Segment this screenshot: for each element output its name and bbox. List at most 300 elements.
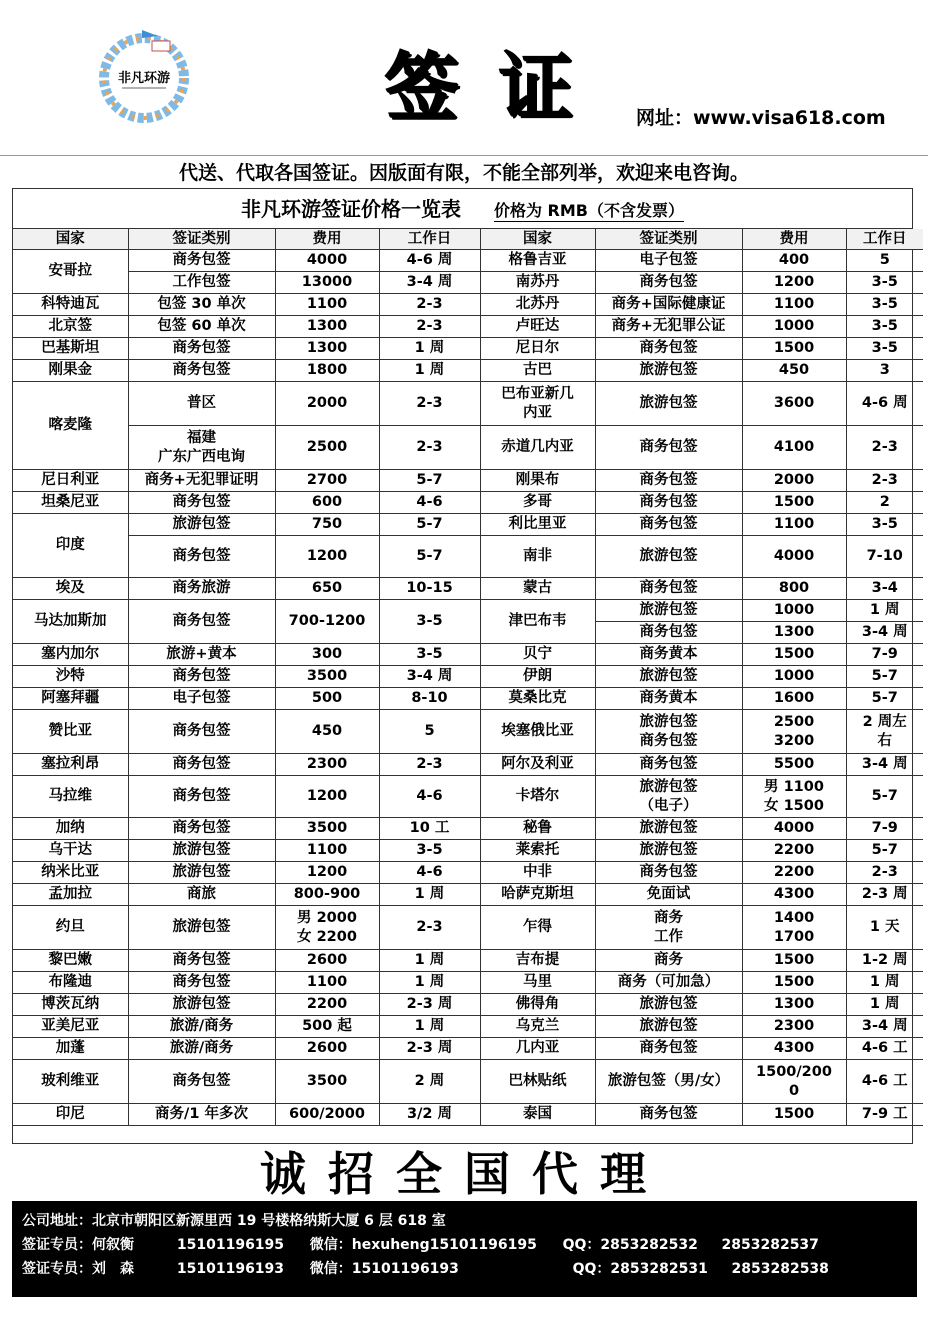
table-row (13, 688, 923, 710)
right-country-cell: 马里 (480, 972, 595, 994)
right-visa-type-cell: 旅游包签 (595, 536, 742, 578)
table-row (13, 950, 923, 972)
header-visa-type-right: 签证类别 (595, 229, 742, 250)
left-workdays-cell: 2-3 (379, 906, 480, 950)
right-visa-type-cell: 商务包签 (595, 470, 742, 492)
table-row (13, 972, 923, 994)
table-row (13, 1060, 923, 1104)
right-visa-type-cell: 商务黄本 (595, 688, 742, 710)
left-visa-type-cell: 商务包签 (128, 250, 275, 272)
table-row (13, 250, 923, 272)
left-fee-cell: 2600 (275, 950, 379, 972)
left-workdays-cell: 1 周 (379, 950, 480, 972)
right-country-cell: 秘鲁 (480, 818, 595, 840)
left-workdays-cell: 5-7 (379, 514, 480, 536)
left-country-cell: 约旦 (13, 906, 128, 950)
table-row (13, 884, 923, 906)
left-visa-type-cell: 商务包签 (128, 600, 275, 644)
left-fee-cell: 500 起 (275, 1016, 379, 1038)
right-visa-type-cell: 商务包签 (595, 1038, 742, 1060)
right-visa-type-cell: 免面试 (595, 884, 742, 906)
left-fee-cell: 450 (275, 710, 379, 754)
right-visa-type-cell: 商务包签 (595, 754, 742, 776)
right-country-cell: 阿尔及利亚 (480, 754, 595, 776)
left-workdays-cell: 5-7 (379, 470, 480, 492)
right-visa-type-cell: 旅游包签 (595, 994, 742, 1016)
left-country-cell: 亚美尼亚 (13, 1016, 128, 1038)
right-country-cell: 津巴布韦 (480, 600, 595, 644)
right-fee-cell: 4000 (742, 818, 846, 840)
left-visa-type-cell: 商务包签 (128, 710, 275, 754)
left-country-cell: 阿塞拜疆 (13, 688, 128, 710)
table-row (13, 360, 923, 382)
left-visa-type-cell: 商务包签 (128, 1060, 275, 1104)
left-country-cell: 塞拉利昂 (13, 754, 128, 776)
right-fee-cell: 1500 (742, 972, 846, 994)
right-visa-type-cell: 旅游包签 商务包签 (595, 710, 742, 754)
left-workdays-cell: 1 周 (379, 972, 480, 994)
left-workdays-cell: 10-15 (379, 578, 480, 600)
left-workdays-cell: 8-10 (379, 688, 480, 710)
right-visa-type-cell: 旅游包签 (595, 840, 742, 862)
right-visa-type-cell: 商务包签 (595, 622, 742, 644)
table-row (13, 294, 923, 316)
right-fee-cell: 2000 (742, 470, 846, 492)
right-workdays-cell: 7-10 (846, 536, 923, 578)
left-visa-type-cell: 商务包签 (128, 338, 275, 360)
header-fee-right: 费用 (742, 229, 846, 250)
right-country-cell: 卢旺达 (480, 316, 595, 338)
right-workdays-cell: 7-9 (846, 818, 923, 840)
right-visa-type-cell: 商务包签 (595, 272, 742, 294)
address-line (22, 1209, 907, 1233)
right-country-cell: 贝宁 (480, 644, 595, 666)
left-country-cell: 乌干达 (13, 840, 128, 862)
header-country-right: 国家 (480, 229, 595, 250)
right-fee-cell: 1000 (742, 666, 846, 688)
right-country-cell: 卡塔尔 (480, 776, 595, 818)
left-visa-type-cell: 商务包签 (128, 492, 275, 514)
left-workdays-cell: 5-7 (379, 536, 480, 578)
right-fee-cell: 4300 (742, 884, 846, 906)
left-workdays-cell: 3/2 周 (379, 1104, 480, 1126)
right-workdays-cell: 1 周 (846, 600, 923, 622)
right-country-cell: 巴林贴纸 (480, 1060, 595, 1104)
left-country-cell: 纳米比亚 (13, 862, 128, 884)
right-fee-cell: 1100 (742, 294, 846, 316)
contact-phone[interactable]: 15101196193 (176, 1261, 285, 1277)
right-visa-type-cell: 旅游包签 (595, 382, 742, 426)
right-visa-type-cell: 商务+国际健康证 (595, 294, 742, 316)
contact-phone[interactable]: 15101196195 (176, 1237, 285, 1253)
table-row (13, 1104, 923, 1126)
right-workdays-cell: 2-3 (846, 470, 923, 492)
right-country-cell: 佛得角 (480, 994, 595, 1016)
right-fee-cell: 4300 (742, 1038, 846, 1060)
left-fee-cell: 1200 (275, 536, 379, 578)
left-visa-type-cell: 商务包签 (128, 776, 275, 818)
header-workdays-right: 工作日 (846, 229, 923, 250)
left-country-cell: 刚果金 (13, 360, 128, 382)
right-country-cell: 几内亚 (480, 1038, 595, 1060)
left-visa-type-cell: 商务包签 (128, 818, 275, 840)
right-country-cell: 莫桑比克 (480, 688, 595, 710)
left-fee-cell: 600 (275, 492, 379, 514)
left-fee-cell: 1200 (275, 862, 379, 884)
left-visa-type-cell: 商务包签 (128, 360, 275, 382)
right-workdays-cell: 3-5 (846, 316, 923, 338)
left-visa-type-cell: 旅游包签 (128, 994, 275, 1016)
right-fee-cell: 1400 1700 (742, 906, 846, 950)
right-visa-type-cell: 旅游包签 (595, 360, 742, 382)
left-fee-cell: 1300 (275, 316, 379, 338)
right-workdays-cell: 2-3 (846, 862, 923, 884)
right-workdays-cell: 1 天 (846, 906, 923, 950)
table-row (13, 338, 923, 360)
right-fee-cell: 男 1100 女 1500 (742, 776, 846, 818)
left-visa-type-cell: 旅游/商务 (128, 1038, 275, 1060)
right-visa-type-cell: 商务包签 (595, 426, 742, 470)
right-fee-cell: 5500 (742, 754, 846, 776)
left-visa-type-cell: 商旅 (128, 884, 275, 906)
left-workdays-cell: 2-3 (379, 754, 480, 776)
company-logo (92, 24, 196, 128)
right-country-cell: 伊朗 (480, 666, 595, 688)
right-fee-cell: 1600 (742, 688, 846, 710)
right-fee-cell: 1300 (742, 622, 846, 644)
left-visa-type-cell: 商务包签 (128, 536, 275, 578)
left-workdays-cell: 2-3 周 (379, 1038, 480, 1060)
right-country-cell: 泰国 (480, 1104, 595, 1126)
contact-qq-secondary[interactable]: 2853282538 (731, 1261, 829, 1277)
right-fee-cell: 800 (742, 578, 846, 600)
left-fee-cell: 600/2000 (275, 1104, 379, 1126)
table-row (13, 644, 923, 666)
right-workdays-cell: 4-6 周 (846, 382, 923, 426)
right-country-cell: 多哥 (480, 492, 595, 514)
contact-qq-secondary[interactable]: 2853282537 (721, 1237, 819, 1253)
left-country-cell: 赞比亚 (13, 710, 128, 754)
left-fee-cell: 3500 (275, 818, 379, 840)
right-country-cell: 巴布亚新几 内亚 (480, 382, 595, 426)
left-fee-cell: 2600 (275, 1038, 379, 1060)
table-row (13, 906, 923, 950)
right-visa-type-cell: 商务黄本 (595, 644, 742, 666)
right-workdays-cell: 3 (846, 360, 923, 382)
left-workdays-cell: 2-3 周 (379, 994, 480, 1016)
header-country-left: 国家 (13, 229, 128, 250)
right-visa-type-cell: 旅游包签 （电子） (595, 776, 742, 818)
left-visa-type-cell: 旅游/商务 (128, 1016, 275, 1038)
right-country-cell: 埃塞俄比亚 (480, 710, 595, 754)
contact-line (22, 1233, 907, 1257)
left-workdays-cell: 3-4 周 (379, 272, 480, 294)
right-visa-type-cell: 商务包签 (595, 514, 742, 536)
table-row (13, 818, 923, 840)
right-fee-cell: 2200 (742, 840, 846, 862)
right-fee-cell: 1500/200 0 (742, 1060, 846, 1104)
table-row (13, 426, 923, 470)
right-workdays-cell: 2-3 (846, 426, 923, 470)
contact-wechat[interactable]: 微信：hexuheng15101196195 (309, 1237, 537, 1253)
right-workdays-cell: 5-7 (846, 776, 923, 818)
right-workdays-cell: 3-4 (846, 578, 923, 600)
left-country-cell: 科特迪瓦 (13, 294, 128, 316)
left-visa-type-cell: 旅游包签 (128, 862, 275, 884)
visa-price-table (13, 229, 923, 1126)
right-country-cell: 乍得 (480, 906, 595, 950)
left-fee-cell: 2200 (275, 994, 379, 1016)
left-workdays-cell: 5 (379, 710, 480, 754)
left-country-cell: 布隆迪 (13, 972, 128, 994)
right-workdays-cell: 1 周 (846, 972, 923, 994)
right-fee-cell: 1000 (742, 316, 846, 338)
price-table-frame (12, 188, 913, 1144)
left-fee-cell: 750 (275, 514, 379, 536)
left-visa-type-cell: 商务包签 (128, 666, 275, 688)
right-workdays-cell: 5-7 (846, 666, 923, 688)
left-workdays-cell: 3-5 (379, 644, 480, 666)
page-title: 签证 (385, 45, 613, 131)
table-row (13, 470, 923, 492)
header-fee-left: 费用 (275, 229, 379, 250)
left-country-cell: 坦桑尼亚 (13, 492, 128, 514)
right-fee-cell: 2300 (742, 1016, 846, 1038)
right-country-cell: 哈萨克斯坦 (480, 884, 595, 906)
left-workdays-cell: 10 工 (379, 818, 480, 840)
right-visa-type-cell: 商务 (595, 950, 742, 972)
contact-footer (12, 1201, 917, 1297)
left-country-cell: 沙特 (13, 666, 128, 688)
left-country-cell: 北京签 (13, 316, 128, 338)
right-workdays-cell: 5-7 (846, 688, 923, 710)
left-fee-cell: 2000 (275, 382, 379, 426)
left-visa-type-cell: 包签 30 单次 (128, 294, 275, 316)
right-country-cell: 吉布提 (480, 950, 595, 972)
left-visa-type-cell: 电子包签 (128, 688, 275, 710)
table-row (13, 272, 923, 294)
left-workdays-cell: 2-3 (379, 316, 480, 338)
left-workdays-cell: 1 周 (379, 884, 480, 906)
table-row (13, 840, 923, 862)
right-visa-type-cell: 商务 工作 (595, 906, 742, 950)
right-country-cell: 格鲁吉亚 (480, 250, 595, 272)
table-row (13, 514, 923, 536)
service-note: 代送、代取各国签证。因版面有限，不能全部列举，欢迎来电咨询。 (178, 162, 749, 184)
left-visa-type-cell: 商务+无犯罪证明 (128, 470, 275, 492)
contact-label: 签证专员：何叙衡 (22, 1237, 134, 1253)
right-workdays-cell: 2 周左 右 (846, 710, 923, 754)
left-workdays-cell: 3-5 (379, 600, 480, 644)
right-visa-type-cell: 旅游包签 (595, 818, 742, 840)
right-workdays-cell: 3-4 周 (846, 754, 923, 776)
right-country-cell: 刚果布 (480, 470, 595, 492)
price-table-heading: 非凡环游签证价格一览表 (241, 197, 461, 221)
right-country-cell: 蒙古 (480, 578, 595, 600)
right-fee-cell: 1100 (742, 514, 846, 536)
left-fee-cell: 800-900 (275, 884, 379, 906)
left-visa-type-cell: 旅游包签 (128, 840, 275, 862)
left-fee-cell: 13000 (275, 272, 379, 294)
left-visa-type-cell: 旅游+黄本 (128, 644, 275, 666)
header-visa-type-left: 签证类别 (128, 229, 275, 250)
left-country-cell: 博茨瓦纳 (13, 994, 128, 1016)
right-workdays-cell: 4-6 工 (846, 1060, 923, 1104)
left-fee-cell: 4000 (275, 250, 379, 272)
left-visa-type-cell: 旅游包签 (128, 514, 275, 536)
left-workdays-cell: 3-5 (379, 840, 480, 862)
company-address: 公司地址：北京市朝阳区新源里西 19 号楼格纳斯大厦 6 层 618 室 (22, 1213, 446, 1229)
left-country-cell: 埃及 (13, 578, 128, 600)
right-country-cell: 乌克兰 (480, 1016, 595, 1038)
left-workdays-cell: 4-6 (379, 776, 480, 818)
left-country-cell: 喀麦隆 (13, 382, 128, 470)
contact-wechat[interactable]: 微信：15101196193 (309, 1261, 459, 1277)
right-fee-cell: 1500 (742, 492, 846, 514)
right-workdays-cell: 1-2 周 (846, 950, 923, 972)
table-row (13, 536, 923, 578)
right-workdays-cell: 5-7 (846, 840, 923, 862)
right-fee-cell: 2500 3200 (742, 710, 846, 754)
right-visa-type-cell: 商务包签 (595, 1104, 742, 1126)
left-fee-cell: 1100 (275, 972, 379, 994)
table-row (13, 862, 923, 884)
left-country-cell: 安哥拉 (13, 250, 128, 294)
left-fee-cell: 3500 (275, 666, 379, 688)
right-fee-cell: 4000 (742, 536, 846, 578)
left-country-cell: 孟加拉 (13, 884, 128, 906)
left-workdays-cell: 2-3 (379, 426, 480, 470)
table-row (13, 710, 923, 754)
contact-qq[interactable]: QQ：2853282532 (562, 1237, 698, 1253)
visa-stamp-icon (152, 41, 170, 51)
right-workdays-cell: 3-4 周 (846, 1016, 923, 1038)
left-country-cell: 加蓬 (13, 1038, 128, 1060)
left-visa-type-cell: 普区 (128, 382, 275, 426)
right-workdays-cell: 2-3 周 (846, 884, 923, 906)
right-visa-type-cell: 商务+无犯罪公证 (595, 316, 742, 338)
table-row (13, 1016, 923, 1038)
right-visa-type-cell: 商务包签 (595, 492, 742, 514)
left-fee-cell: 1800 (275, 360, 379, 382)
right-workdays-cell: 7-9 工 (846, 1104, 923, 1126)
left-fee-cell: 男 2000 女 2200 (275, 906, 379, 950)
left-visa-type-cell: 商务包签 (128, 950, 275, 972)
left-visa-type-cell: 商务包签 (128, 972, 275, 994)
left-fee-cell: 1100 (275, 840, 379, 862)
left-country-cell: 加纳 (13, 818, 128, 840)
left-country-cell: 尼日利亚 (13, 470, 128, 492)
left-country-cell: 马拉维 (13, 776, 128, 818)
left-visa-type-cell: 商务包签 (128, 754, 275, 776)
right-fee-cell: 1500 (742, 338, 846, 360)
left-workdays-cell: 1 周 (379, 360, 480, 382)
left-fee-cell: 650 (275, 578, 379, 600)
left-workdays-cell: 4-6 周 (379, 250, 480, 272)
left-country-cell: 塞内加尔 (13, 644, 128, 666)
header-workdays-left: 工作日 (379, 229, 480, 250)
left-country-cell: 巴基斯坦 (13, 338, 128, 360)
left-fee-cell: 300 (275, 644, 379, 666)
contact-qq[interactable]: QQ：2853282531 (572, 1261, 708, 1277)
table-row (13, 316, 923, 338)
left-country-cell: 黎巴嫩 (13, 950, 128, 972)
left-workdays-cell: 1 周 (379, 338, 480, 360)
website-url[interactable]: 网址：www.visa618.com (636, 107, 886, 129)
right-visa-type-cell: 电子包签 (595, 250, 742, 272)
left-country-cell: 印尼 (13, 1104, 128, 1126)
right-fee-cell: 1000 (742, 600, 846, 622)
price-currency-note: 价格为 RMB（不含发票） (493, 201, 684, 220)
right-fee-cell: 400 (742, 250, 846, 272)
left-visa-type-cell: 商务/1 年多次 (128, 1104, 275, 1126)
contact-line (22, 1257, 907, 1281)
right-visa-type-cell: 商务包签 (595, 578, 742, 600)
left-workdays-cell: 3-4 周 (379, 666, 480, 688)
left-workdays-cell: 2 周 (379, 1060, 480, 1104)
right-workdays-cell: 3-5 (846, 338, 923, 360)
right-workdays-cell: 4-6 工 (846, 1038, 923, 1060)
left-visa-type-cell: 福建 广东广西电询 (128, 426, 275, 470)
right-workdays-cell: 2 (846, 492, 923, 514)
right-fee-cell: 1500 (742, 950, 846, 972)
left-fee-cell: 1200 (275, 776, 379, 818)
left-fee-cell: 500 (275, 688, 379, 710)
left-workdays-cell: 4-6 (379, 862, 480, 884)
left-workdays-cell: 2-3 (379, 382, 480, 426)
header-divider (0, 155, 928, 156)
right-country-cell: 古巴 (480, 360, 595, 382)
right-visa-type-cell: 旅游包签 (595, 666, 742, 688)
right-fee-cell: 1500 (742, 1104, 846, 1126)
left-workdays-cell: 4-6 (379, 492, 480, 514)
price-table-title (13, 189, 912, 229)
right-visa-type-cell: 商务包签 (595, 338, 742, 360)
table-row (13, 1038, 923, 1060)
right-fee-cell: 1500 (742, 644, 846, 666)
right-country-cell: 赤道几内亚 (480, 426, 595, 470)
table-row (13, 600, 923, 622)
right-visa-type-cell: 旅游包签 (595, 600, 742, 622)
right-workdays-cell: 5 (846, 250, 923, 272)
left-fee-cell: 1100 (275, 294, 379, 316)
left-fee-cell: 700-1200 (275, 600, 379, 644)
right-workdays-cell: 3-5 (846, 514, 923, 536)
left-workdays-cell: 2-3 (379, 294, 480, 316)
left-country-cell: 玻利维亚 (13, 1060, 128, 1104)
right-workdays-cell: 7-9 (846, 644, 923, 666)
contact-label: 签证专员：刘 森 (22, 1261, 134, 1277)
left-fee-cell: 2700 (275, 470, 379, 492)
right-visa-type-cell: 商务包签 (595, 862, 742, 884)
right-workdays-cell: 3-5 (846, 272, 923, 294)
right-visa-type-cell: 商务（可加急） (595, 972, 742, 994)
left-country-cell: 印度 (13, 514, 128, 578)
right-country-cell: 南非 (480, 536, 595, 578)
left-workdays-cell: 1 周 (379, 1016, 480, 1038)
left-visa-type-cell: 商务旅游 (128, 578, 275, 600)
left-fee-cell: 2300 (275, 754, 379, 776)
right-workdays-cell: 1 周 (846, 994, 923, 1016)
left-visa-type-cell: 旅游包签 (128, 906, 275, 950)
right-country-cell: 中非 (480, 862, 595, 884)
right-workdays-cell: 3-5 (846, 294, 923, 316)
right-country-cell: 莱索托 (480, 840, 595, 862)
left-country-cell: 马达加斯加 (13, 600, 128, 644)
table-header-row (13, 229, 923, 250)
right-country-cell: 利比里亚 (480, 514, 595, 536)
table-row (13, 754, 923, 776)
